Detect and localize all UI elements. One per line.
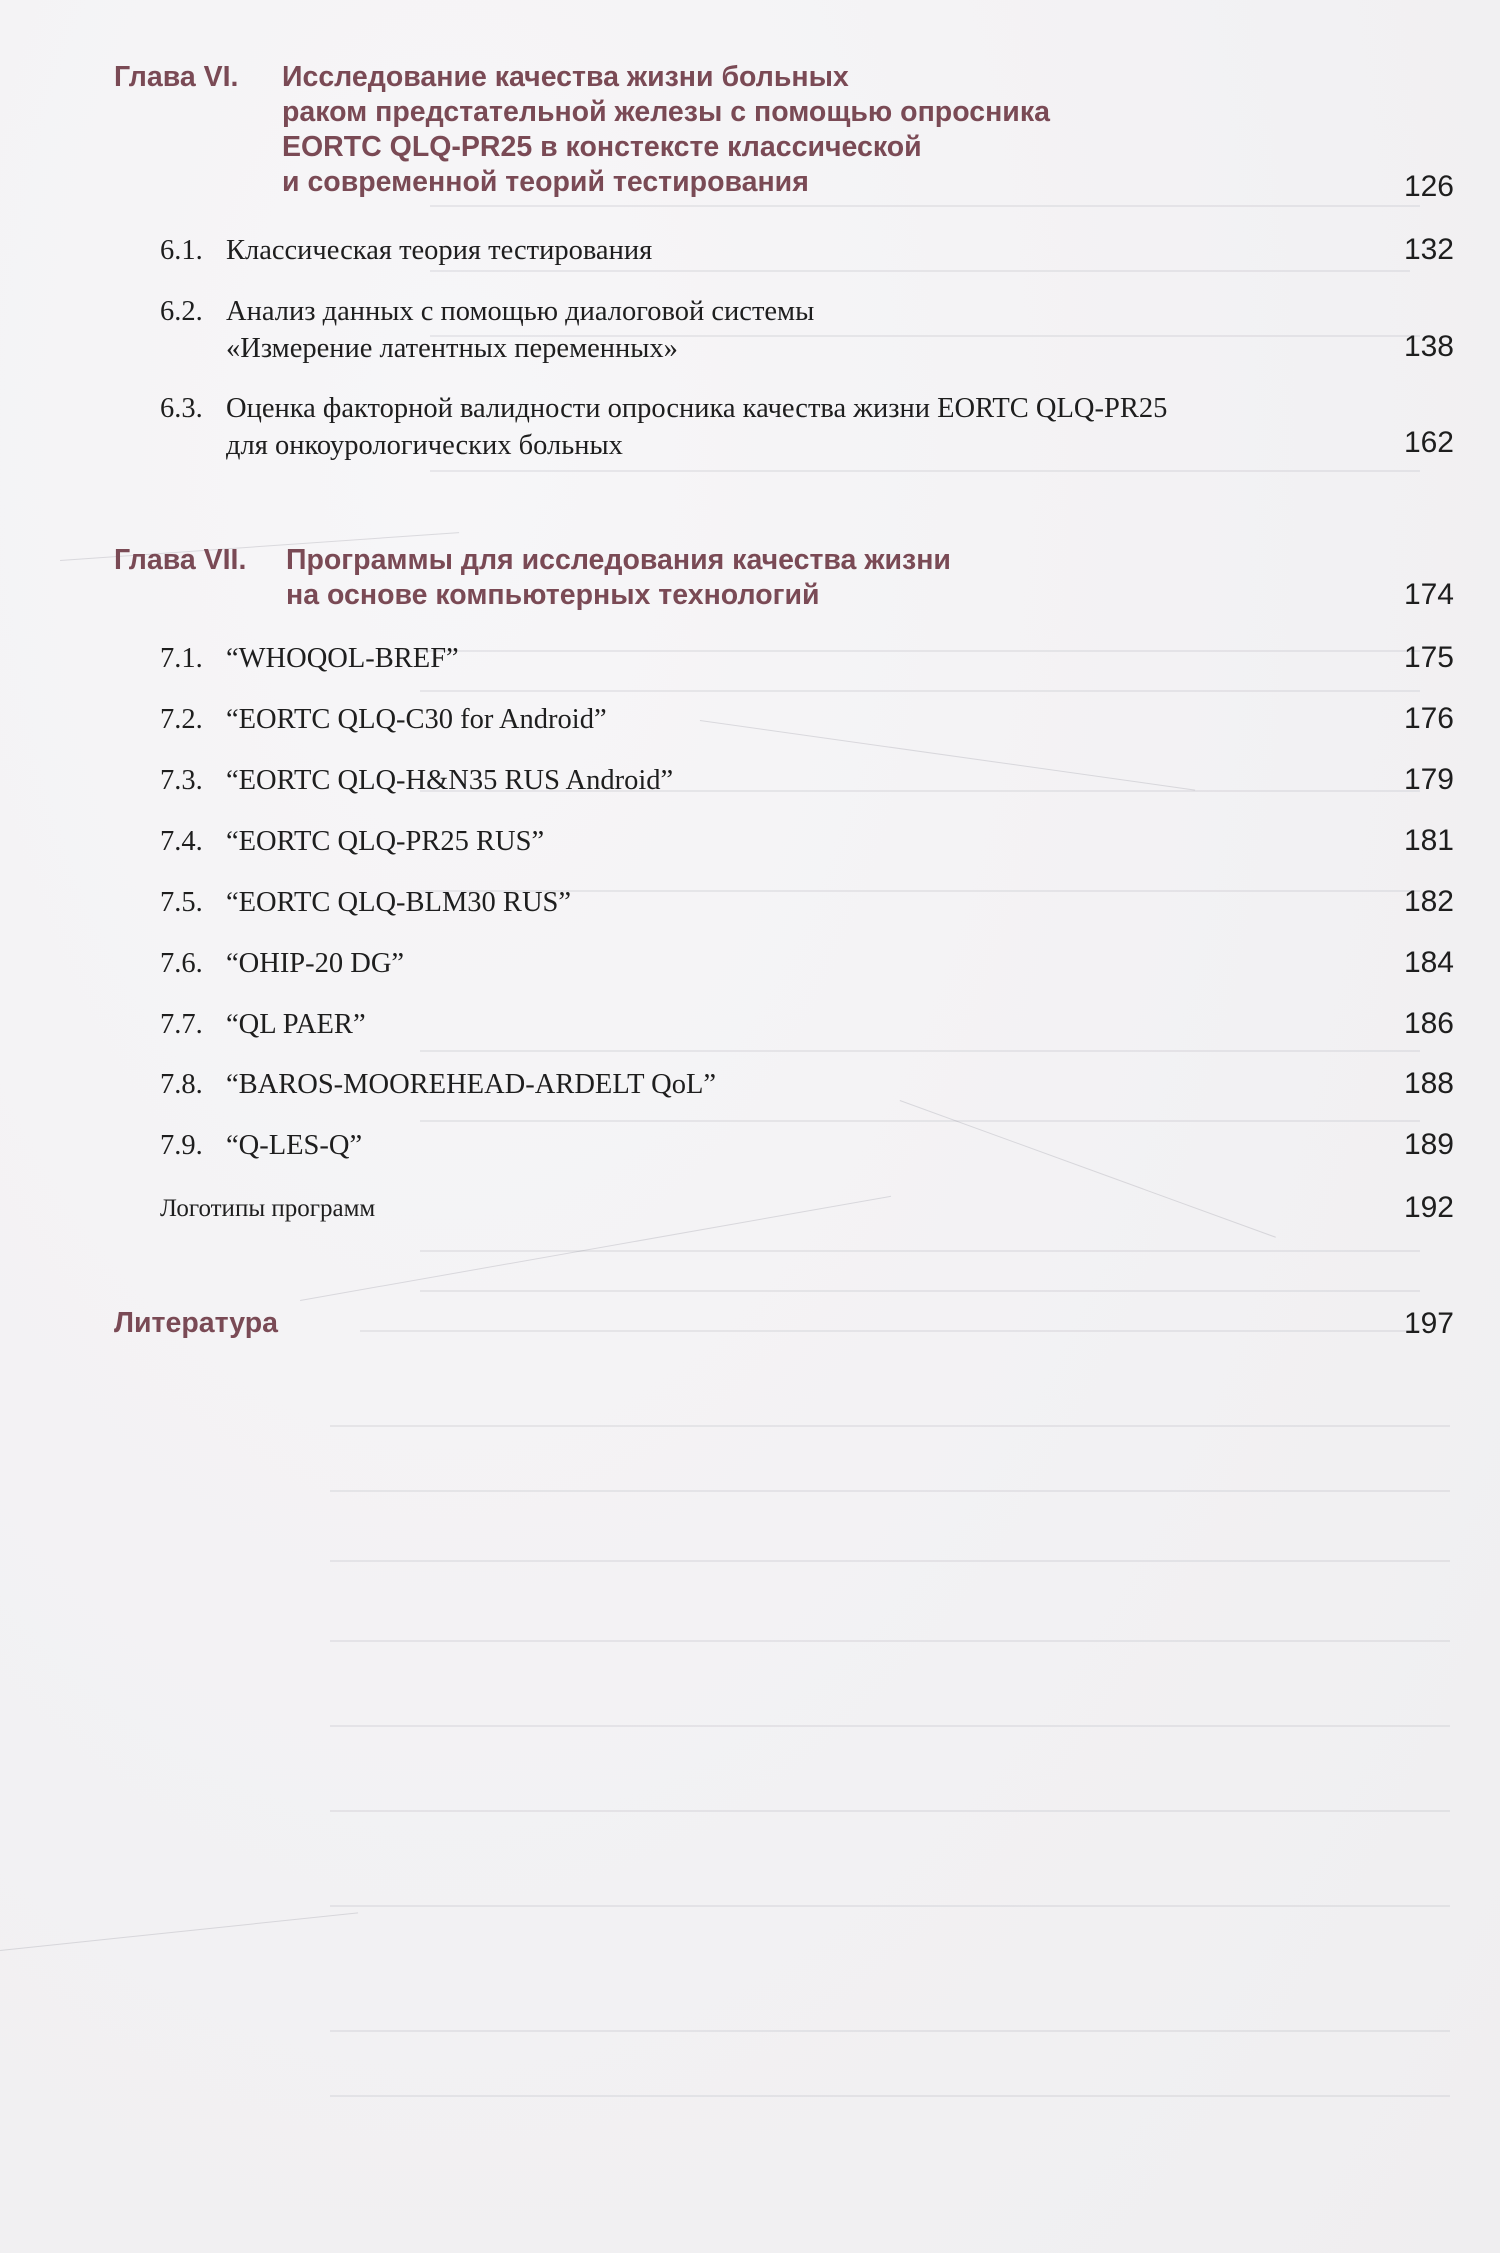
chapter-page-number: 126 (1403, 170, 1454, 203)
entry-title: Оценка факторной валидности опросника качества жизни EORTC QLQ-PR25 для онкоурологических больных (226, 393, 1168, 461)
chapter-heading[interactable] (114, 543, 1454, 618)
chapter-title: Программы для исследования качества жизни на основе компьютерных технологий (286, 544, 951, 611)
entry-title: “BAROS-MOOREHEAD-ARDELT QoL” (226, 1069, 717, 1100)
entry-title: “EORTC QLQ-BLM30 RUS” (226, 887, 572, 918)
entry-page-number: 188 (1403, 1067, 1454, 1100)
entry-title: Классическая теория тестирования (226, 235, 653, 266)
entry-title: “OHIP-20 DG” (226, 948, 405, 979)
entry-number: 6.3. (160, 393, 203, 424)
entry-page-number: 186 (1403, 1007, 1454, 1040)
chapter-label: Глава VII. (114, 544, 247, 576)
literature-label: Литература (114, 1307, 278, 1339)
entry-title: “EORTC QLQ-C30 for Android” (226, 704, 607, 735)
entry-title: “WHOQOL-BREF” (226, 643, 459, 674)
entry-page-number: 138 (1403, 330, 1454, 363)
entry-title: “EORTC QLQ-H&N35 RUS Android” (226, 765, 674, 796)
entry-title: “EORTC QLQ-PR25 RUS” (226, 826, 545, 857)
entry-number: 7.6. (160, 948, 203, 979)
entry-number: 7.7. (160, 1009, 203, 1040)
entry-page-number: 175 (1403, 641, 1454, 674)
chapter-heading[interactable] (114, 60, 1454, 210)
entry-page-number: 182 (1403, 885, 1454, 918)
entry-number: 7.4. (160, 826, 203, 857)
entry-number: 7.5. (160, 887, 203, 918)
entry-title: “QL PAER” (226, 1009, 366, 1040)
entry-page-number: 132 (1403, 233, 1454, 266)
entry-number: 7.8. (160, 1069, 203, 1100)
entry-number: 7.9. (160, 1130, 203, 1161)
entry-page-number: 176 (1403, 702, 1454, 735)
literature-page-number: 197 (1403, 1307, 1454, 1340)
entry-number: 7.1. (160, 643, 203, 674)
literature-heading[interactable] (114, 1306, 1454, 1346)
entry-page-number: 179 (1403, 763, 1454, 796)
chapter-page-number: 174 (1403, 578, 1454, 611)
entry-page-number: 181 (1403, 824, 1454, 857)
chapter-label: Глава VI. (114, 61, 239, 93)
entry-page-number: 162 (1403, 426, 1454, 459)
entry-number: 6.2. (160, 296, 203, 327)
entry-title: Анализ данных с помощью диалоговой системы «Измерение латентных переменных» (226, 296, 815, 364)
entry-title: “Q-LES-Q” (226, 1130, 363, 1161)
entry-number: 6.1. (160, 235, 203, 266)
entry-page-number: 192 (1403, 1191, 1454, 1224)
entry-page-number: 189 (1403, 1128, 1454, 1161)
chapter-title: Исследование качества жизни больных раком предстательной железы с помощью опросника EORTC QLQ-PR25 в констексте классической и современной теорий тестирования (282, 61, 1050, 198)
toc-entry-logos[interactable]: Логотипы программ (160, 1195, 376, 1222)
entry-number: 7.3. (160, 765, 203, 796)
entry-page-number: 184 (1403, 946, 1454, 979)
entry-number: 7.2. (160, 704, 203, 735)
